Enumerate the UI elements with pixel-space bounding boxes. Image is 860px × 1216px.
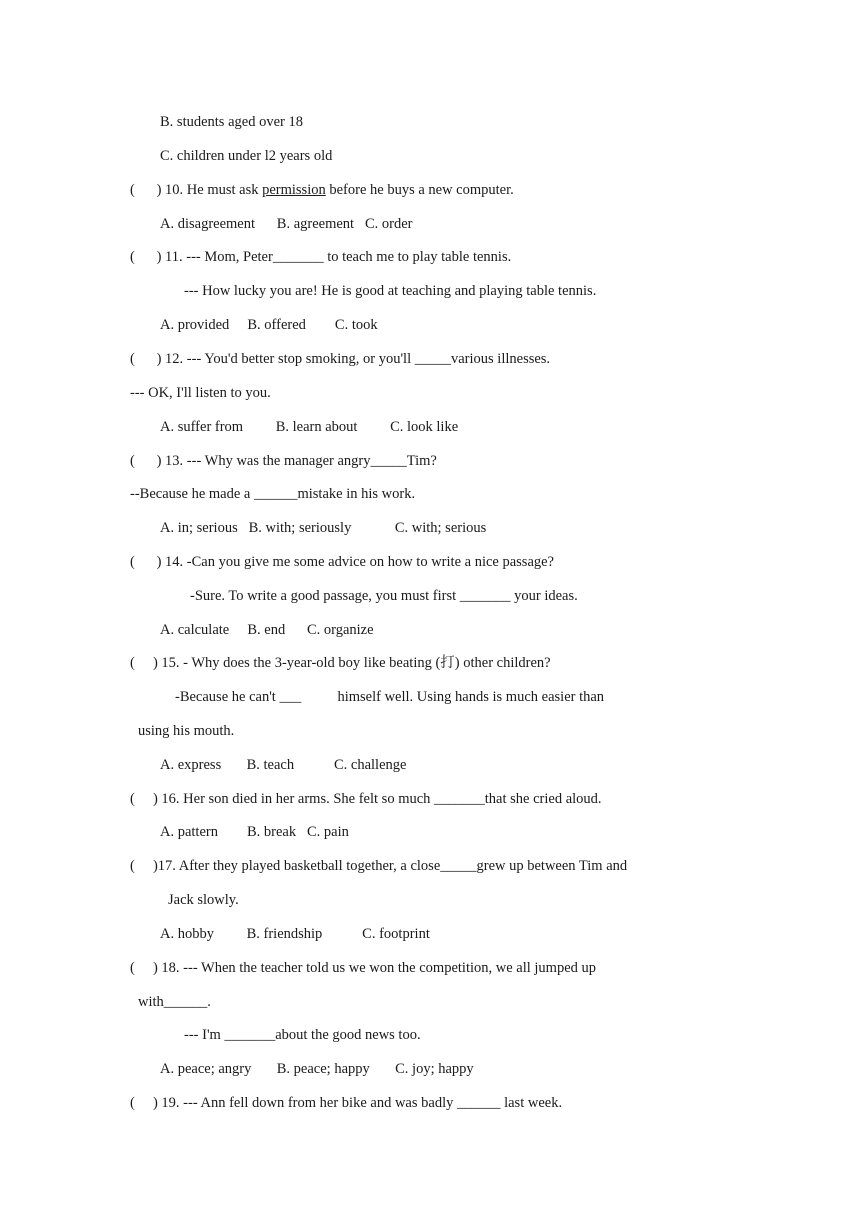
- option-line: A. hobby B. friendship C. footprint: [160, 926, 430, 942]
- option-line: A. disagreement B. agreement C. order: [160, 216, 413, 232]
- dialogue-line: -Sure. To write a good passage, you must first _______ your ideas.: [190, 588, 578, 604]
- question-16: ( ) 16. Her son died in her arms. She felt so much _______that she cried aloud.: [130, 791, 602, 807]
- question-15: ( ) 15. - Why does the 3-year-old boy like beating (打) other children?: [130, 655, 551, 671]
- option-line: A. in; serious B. with; seriously C. with; serious: [160, 520, 487, 536]
- question-12: ( ) 12. --- You'd better stop smoking, or you'll _____various illnesses.: [130, 351, 551, 367]
- option-line: A. express B. teach C. challenge: [160, 757, 407, 773]
- question-18: ( ) 18. --- When the teacher told us we won the competition, we all jumped up: [130, 960, 597, 976]
- underlined-word: permission: [262, 182, 326, 198]
- question-text: before he buys a new computer.: [325, 182, 514, 198]
- question-10: [130, 181, 514, 199]
- question-continuation: with______.: [138, 994, 211, 1010]
- dialogue-line: --- I'm _______about the good news too.: [184, 1027, 421, 1043]
- option-line: C. children under l2 years old: [160, 148, 333, 164]
- option-line: A. peace; angry B. peace; happy C. joy; happy: [160, 1061, 474, 1077]
- question-19: ( ) 19. --- Ann fell down from her bike and was badly ______ last week.: [130, 1095, 563, 1111]
- option-line: A. calculate B. end C. organize: [160, 622, 374, 638]
- option-line: A. suffer from B. learn about C. look like: [160, 419, 459, 435]
- option-line: A. provided B. offered C. took: [160, 317, 378, 333]
- dialogue-line: --Because he made a ______mistake in his work.: [130, 486, 416, 502]
- dialogue-line: -Because he can't ___ himself well. Using hands is much easier than: [175, 689, 605, 705]
- dialogue-line: using his mouth.: [138, 723, 235, 739]
- option-line: A. pattern B. break C. pain: [160, 824, 349, 840]
- dialogue-line: --- How lucky you are! He is good at teaching and playing table tennis.: [184, 283, 597, 299]
- question-continuation: Jack slowly.: [168, 892, 239, 908]
- question-17: ( )17. After they played basketball together, a close_____grew up between Tim and: [130, 858, 628, 874]
- question-text: ( ) 10. He must ask: [130, 182, 263, 198]
- option-line: B. students aged over 18: [160, 114, 303, 130]
- question-13: ( ) 13. --- Why was the manager angry_____Tim?: [130, 453, 437, 469]
- question-14: ( ) 14. -Can you give me some advice on how to write a nice passage?: [130, 554, 554, 570]
- dialogue-line: --- OK, I'll listen to you.: [130, 385, 271, 401]
- question-11: ( ) 11. --- Mom, Peter_______ to teach me to play table tennis.: [130, 249, 512, 265]
